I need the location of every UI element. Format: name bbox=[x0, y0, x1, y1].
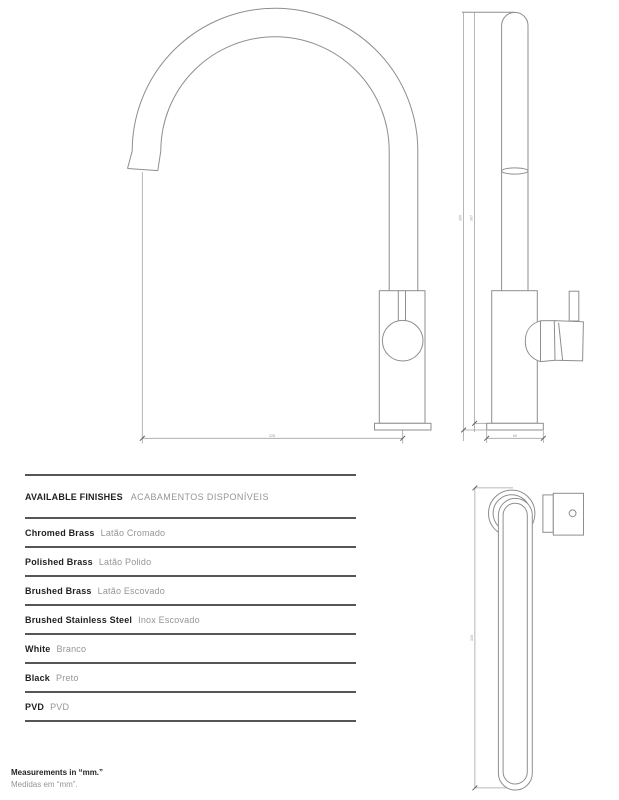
finish-name-pt: Branco bbox=[56, 643, 87, 654]
finish-name-en: Black bbox=[25, 672, 51, 683]
finish-row bbox=[25, 635, 356, 664]
spout-inner-outline bbox=[158, 37, 389, 291]
spout-outer-outline bbox=[128, 8, 418, 291]
front-view-drawing bbox=[128, 8, 432, 443]
dimension-label: 330 bbox=[469, 635, 474, 641]
faucet-body-side bbox=[492, 291, 538, 424]
finish-name-pt: Latão Polido bbox=[98, 556, 152, 567]
finish-name-pt: Latão Cromado bbox=[100, 527, 166, 538]
handle-connect-lines bbox=[541, 321, 556, 362]
finishes-table-header bbox=[25, 476, 356, 519]
finish-row bbox=[25, 693, 356, 722]
finish-name-en: Brushed Stainless Steel bbox=[25, 614, 133, 625]
finish-row bbox=[25, 519, 356, 548]
handle-joint-circle bbox=[382, 320, 423, 361]
finishes-title-en: AVAILABLE FINISHES bbox=[25, 491, 123, 502]
finish-row bbox=[25, 548, 356, 577]
finish-name-pt: Preto bbox=[56, 672, 79, 683]
handle-grip-top bbox=[553, 493, 583, 535]
finishes-table bbox=[25, 474, 356, 722]
finish-name-en: Polished Brass bbox=[25, 556, 93, 567]
base-flange-front bbox=[375, 423, 432, 430]
spout-tip-line bbox=[128, 169, 158, 171]
handle-connector-top bbox=[543, 495, 553, 532]
top-view-drawing bbox=[470, 486, 584, 791]
measurements-note-pt: Medidas em “mm”. bbox=[11, 780, 78, 789]
finish-row bbox=[25, 577, 356, 606]
finish-name-en: Chromed Brass bbox=[25, 527, 95, 538]
finish-name-en: Brushed Brass bbox=[25, 585, 92, 596]
side-view-drawing bbox=[459, 12, 584, 443]
measurements-note-en: Measurements in “mm.” bbox=[11, 768, 104, 777]
finish-name-en: PVD bbox=[25, 701, 45, 712]
measurements-note bbox=[11, 767, 103, 791]
finish-name-pt: Inox Escovado bbox=[138, 614, 200, 625]
dimension-label: 360 bbox=[458, 215, 463, 221]
finishes-title-pt: ACABAMENTOS DISPONÍVEIS bbox=[130, 491, 269, 502]
dimension-label: 60 bbox=[513, 433, 517, 438]
finish-name-pt: Latão Escovado bbox=[97, 585, 165, 596]
finish-row bbox=[25, 664, 356, 693]
finish-row bbox=[25, 606, 356, 635]
dimension-bottom-ticks bbox=[464, 423, 487, 430]
dimension-label: 228 bbox=[269, 433, 275, 438]
finish-name-en: White bbox=[25, 643, 51, 654]
spout-tube-side bbox=[502, 12, 528, 290]
spout-joint-ellipse bbox=[502, 168, 528, 174]
handle-stem bbox=[569, 291, 579, 321]
finish-name-pt: PVD bbox=[50, 701, 70, 712]
base-flange-side bbox=[487, 423, 544, 430]
dimension-label: 307 bbox=[469, 215, 474, 221]
